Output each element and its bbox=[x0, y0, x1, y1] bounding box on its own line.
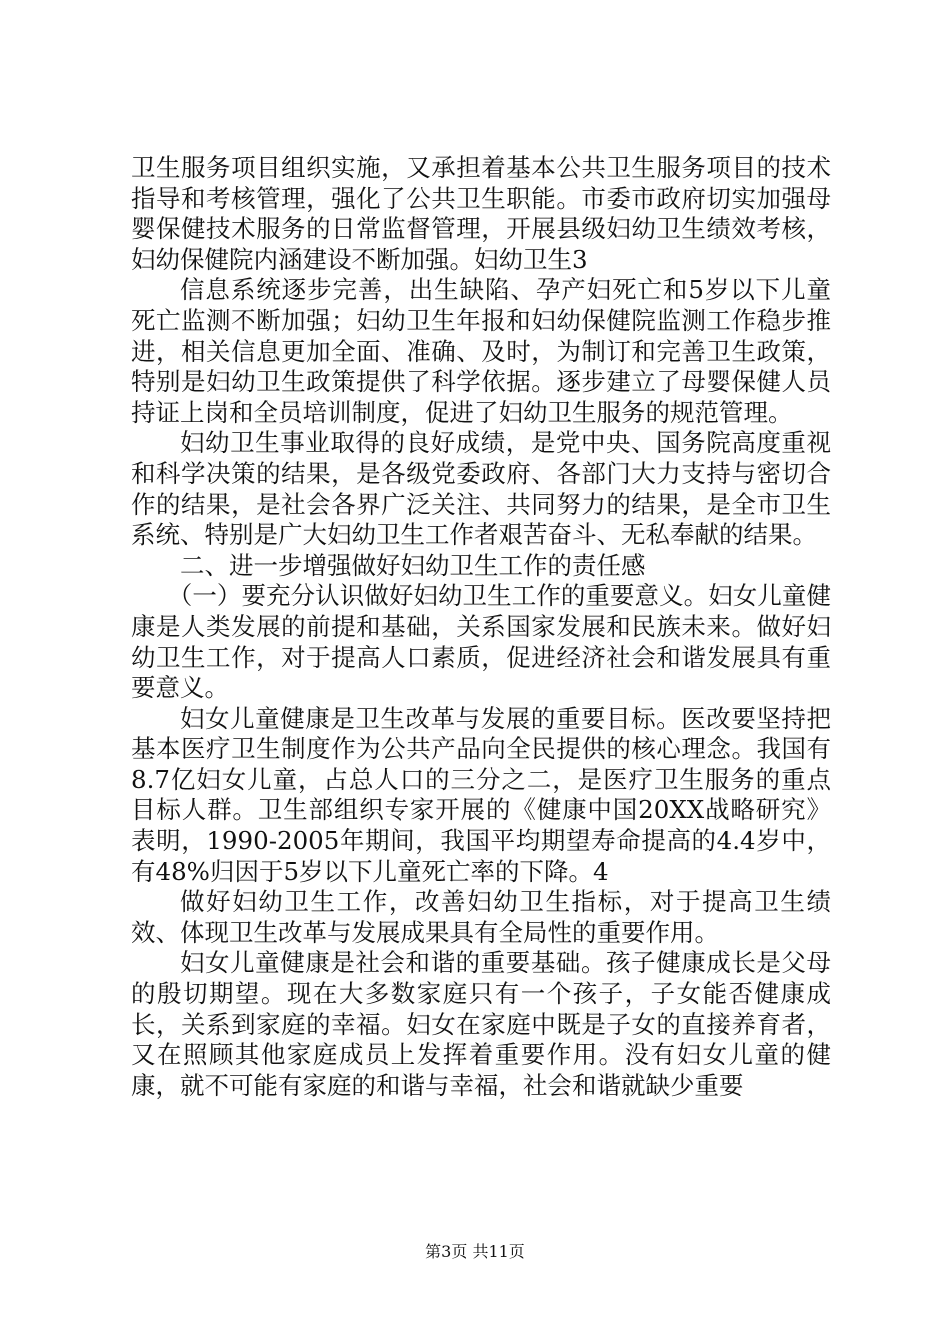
page-footer: 第3页 共11页 bbox=[425, 1242, 525, 1261]
paragraph-2: 信息系统逐步完善，出生缺陷、孕产妇死亡和5岁以下儿童死亡监测不断加强；妇幼卫生年报和妇幼保健院监测工作稳步推进，相关信息更加全面、准确、及时，为制订和完善卫生政策，特别是妇幼卫生政策提供了科学依据。逐步建立了母婴保健人员持证上岗和全员培训制度，促进了妇幼卫生服务的规范管理。 bbox=[131, 275, 831, 427]
paragraph-3: 妇幼卫生事业取得的良好成绩，是党中央、国务院高度重视和科学决策的结果，是各级党委政府、各部门大力支持与密切合作的结果，是社会各界广泛关注、共同努力的结果，是全市卫生系统、特别是广大妇幼卫生工作者艰苦奋斗、无私奉献的结果。 bbox=[131, 428, 831, 550]
paragraph-6: 做好妇幼卫生工作，改善妇幼卫生指标，对于提高卫生绩效、体现卫生改革与发展成果具有全局性的重要作用。 bbox=[131, 887, 831, 947]
paragraph-1: 卫生服务项目组织实施，又承担着基本公共卫生服务项目的技术指导和考核管理，强化了公共卫生职能。市委市政府切实加强母婴保健技术服务的日常监督管理，开展县级妇幼卫生绩效考核，妇幼保健院内涵建设不断加强。妇幼卫生3 bbox=[131, 153, 831, 274]
section-heading: 二、进一步增强做好妇幼卫生工作的责任感 bbox=[180, 550, 646, 580]
document-body bbox=[131, 153, 831, 1101]
paragraph-5: 妇女儿童健康是卫生改革与发展的重要目标。医改要坚持把基本医疗卫生制度作为公共产品向全民提供的核心理念。我国有8.7亿妇女儿童，占总人口的三分之二，是医疗卫生服务的重点目标人群。卫生部组织专家开展的《健康中国20XX战略研究》表明，1990-2005年期间，我国平均期望寿命提高的4.4岁中，有48%归因于5岁以下儿童死亡率的下降。4 bbox=[131, 703, 831, 886]
paragraph-7: 妇女儿童健康是社会和谐的重要基础。孩子健康成长是父母的殷切期望。现在大多数家庭只有一个孩子，子女能否健康成长，关系到家庭的幸福。妇女在家庭中既是子女的直接养育者，又在照顾其他家庭成员上发挥着重要作用。没有妇女儿童的健康，就不可能有家庭的和谐与幸福，社会和谐就缺少重要 bbox=[131, 948, 831, 1100]
paragraph-4: （一）要充分认识做好妇幼卫生工作的重要意义。妇女儿童健康是人类发展的前提和基础，关系国家发展和民族未来。做好妇幼卫生工作，对于提高人口素质，促进经济社会和谐发展具有重要意义。 bbox=[131, 581, 831, 703]
